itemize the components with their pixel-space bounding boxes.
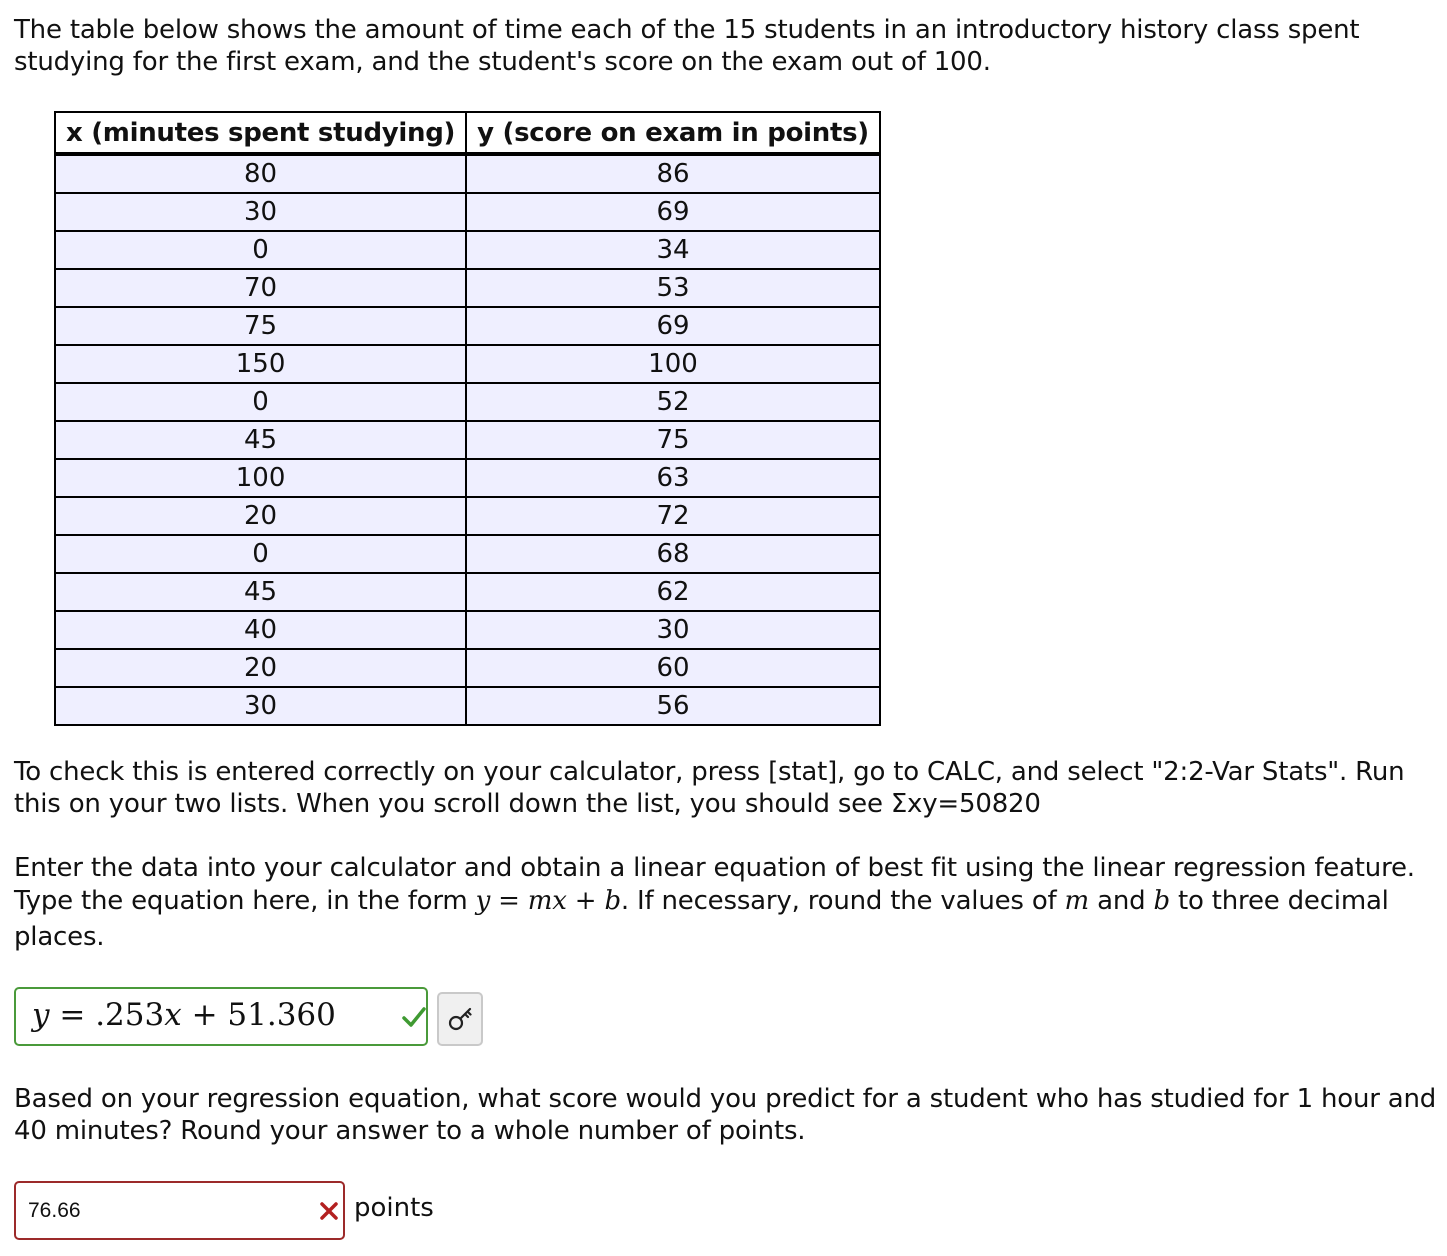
cell-x: 100 — [55, 459, 466, 497]
header-x: x (minutes spent studying) — [55, 112, 466, 154]
intro-text — [14, 14, 1424, 78]
predicted-score-input[interactable] — [28, 1196, 308, 1226]
table-row — [55, 611, 880, 649]
key-icon — [447, 1005, 475, 1033]
cell-x: 30 — [55, 193, 466, 231]
table-row — [55, 687, 880, 725]
cell-y: 68 — [466, 535, 880, 573]
predicted-score-answer[interactable] — [14, 1181, 345, 1240]
cell-x: 45 — [55, 421, 466, 459]
question1-line-3: places. — [14, 922, 105, 952]
cell-x: 20 — [55, 649, 466, 687]
points-unit-label: points — [354, 1193, 434, 1223]
cell-y: 56 — [466, 687, 880, 725]
question-2 — [14, 1083, 1437, 1147]
check-line-2: this on your two lists. When you scroll down the list, you should see Σxy=50820 — [14, 789, 1041, 819]
check-line-1: To check this is entered correctly on your calculator, press [stat], go to CALC, and select "2:2-Var Stats". Run — [14, 757, 1405, 787]
cell-x: 45 — [55, 573, 466, 611]
equation-value[interactable]: y = .253x + 51.360 — [32, 997, 336, 1033]
cell-x: 40 — [55, 611, 466, 649]
cell-x: 70 — [55, 269, 466, 307]
table-row — [55, 154, 880, 193]
form-equation: y = mx + b — [475, 886, 621, 916]
table-row — [55, 649, 880, 687]
question1-line-1: Enter the data into your calculator and obtain a linear equation of best fit using the linear regression feature. — [14, 853, 1415, 883]
cell-y: 52 — [466, 383, 880, 421]
cell-y: 69 — [466, 193, 880, 231]
data-table — [54, 111, 881, 726]
cell-x: 20 — [55, 497, 466, 535]
cell-x: 80 — [55, 154, 466, 193]
cell-x: 75 — [55, 307, 466, 345]
cell-y: 62 — [466, 573, 880, 611]
header-y: y (score on exam in points) — [466, 112, 880, 154]
table-row — [55, 307, 880, 345]
check-icon — [400, 1003, 428, 1031]
cell-y: 60 — [466, 649, 880, 687]
table-row — [55, 459, 880, 497]
cell-y: 72 — [466, 497, 880, 535]
intro-line-2: studying for the first exam, and the student's score on the exam out of 100. — [14, 47, 991, 77]
table-row — [55, 193, 880, 231]
table-row — [55, 421, 880, 459]
cell-x: 0 — [55, 231, 466, 269]
question1-line-2: Type the equation here, in the form y = mx + b. If necessary, round the values of m and b to three decimal — [14, 886, 1389, 916]
cell-x: 0 — [55, 383, 466, 421]
table-header-row — [55, 112, 880, 154]
cell-y: 30 — [466, 611, 880, 649]
check-instructions — [14, 756, 1424, 820]
table-row — [55, 497, 880, 535]
cell-y: 69 — [466, 307, 880, 345]
table-row — [55, 231, 880, 269]
cell-x: 30 — [55, 687, 466, 725]
question2-line-2: 40 minutes? Round your answer to a whole number of points. — [14, 1116, 806, 1146]
cell-y: 53 — [466, 269, 880, 307]
key-button[interactable] — [437, 992, 483, 1046]
cell-y: 34 — [466, 231, 880, 269]
table-row — [55, 573, 880, 611]
table-row — [55, 535, 880, 573]
x-icon — [318, 1200, 340, 1222]
table-row — [55, 383, 880, 421]
intro-line-1: The table below shows the amount of time each of the 15 students in an introductory history class spent — [14, 15, 1360, 45]
cell-x: 150 — [55, 345, 466, 383]
table-row — [55, 345, 880, 383]
cell-y: 63 — [466, 459, 880, 497]
cell-y: 86 — [466, 154, 880, 193]
question2-line-1: Based on your regression equation, what score would you predict for a student who has studied for 1 hour and — [14, 1084, 1437, 1114]
cell-y: 100 — [466, 345, 880, 383]
cell-y: 75 — [466, 421, 880, 459]
table-row — [55, 269, 880, 307]
question-1 — [14, 852, 1424, 954]
cell-x: 0 — [55, 535, 466, 573]
regression-equation-answer[interactable] — [14, 987, 428, 1046]
